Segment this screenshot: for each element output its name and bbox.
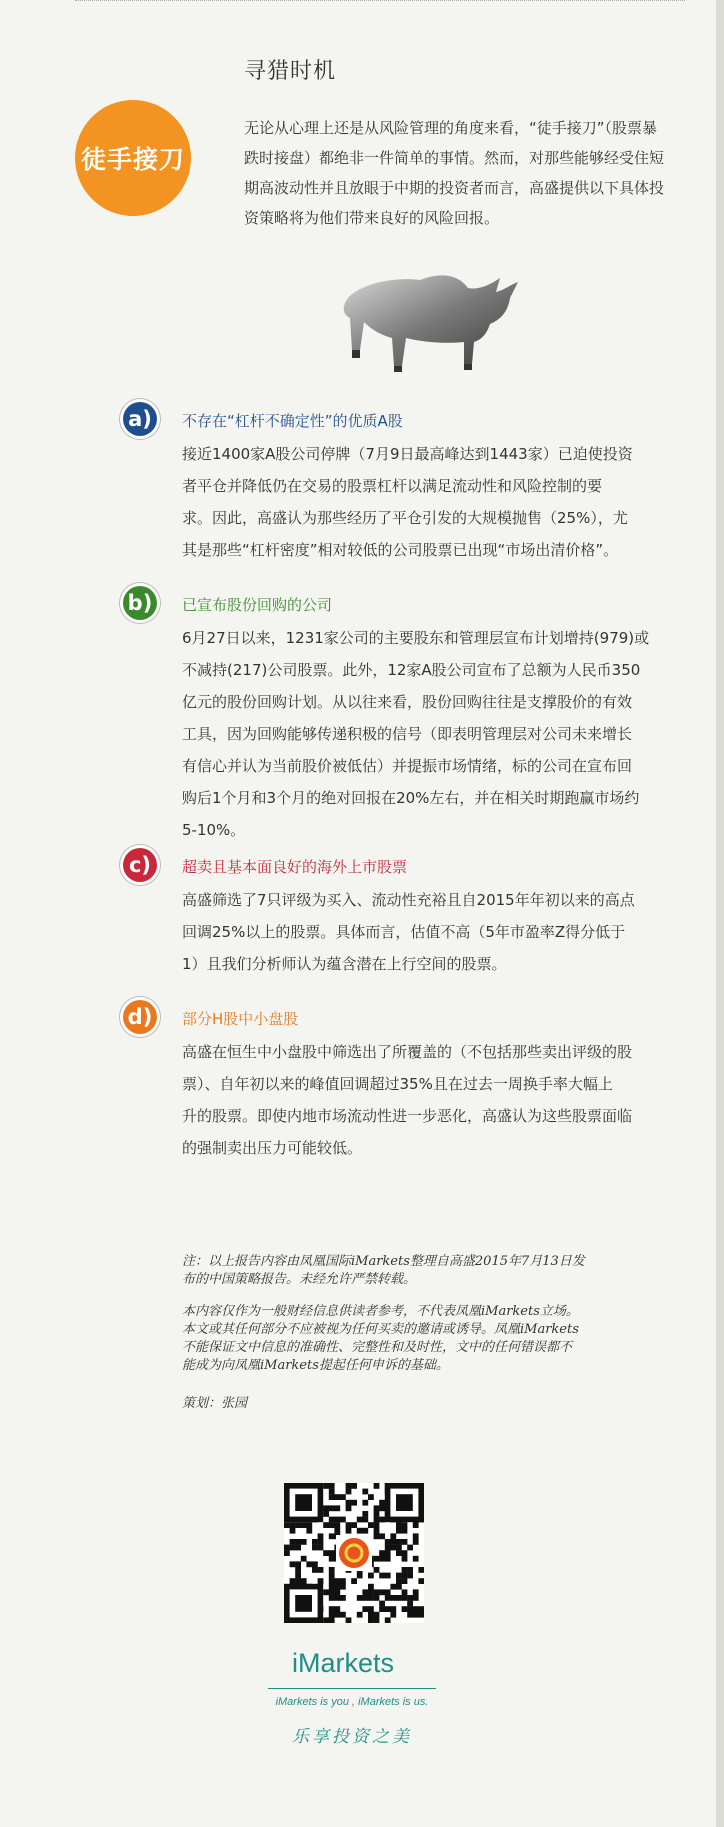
section-line: 1）且我们分析师认为蕴含潜在上行空间的股票。 — [182, 955, 507, 973]
section-line: 接近1400家A股公司停牌（7月9日最高峰达到1443家）已迫使投资 — [182, 445, 633, 463]
section-line: 有信心并认为当前股价被低估）并提振市场情绪，标的公司在宣布回 — [182, 757, 633, 775]
disclaimer-note: 本内容仅作为一般财经信息供读者参考，不代表凤凰iMarkets立场。 本文或其任何部分不应被视为任何买卖的邀请或诱导。凤凰iMarkets 不能保证文中信息的准确性、完整性和及时性，文中的任何错误都不 能成为向凤凰iMarkets提起任何申诉的基础。 — [182, 1304, 579, 1373]
qr-code-graphic — [284, 1483, 424, 1623]
section-line: 购后1个月和3个月的绝对回报在20%左右，并在相关时期跑赢市场约 — [182, 789, 640, 807]
section-body-oversold — [182, 884, 672, 980]
section-line: 高盛在恒生中小盘股中筛选出了所覆盖的（不包括那些卖出评级的股 — [182, 1043, 633, 1061]
bull-statue-image — [340, 268, 520, 376]
section-badge-hshare: d) — [123, 1000, 157, 1034]
topic-circle: 徒手接刀 — [75, 100, 191, 216]
section-badge-leverage: a) — [123, 402, 157, 436]
credit-note: 策划：张园 — [182, 1396, 248, 1411]
section-badge-oversold: c) — [123, 848, 157, 882]
section-body-leverage — [182, 438, 672, 566]
slogan: iMarkets is you , iMarkets is us. — [275, 1696, 429, 1708]
section-line: 高盛筛选了7只评级为买入、流动性充裕且自2015年年初以来的高点 — [182, 891, 635, 909]
section-title-buyback: 已宣布股份回购的公司 — [182, 596, 333, 614]
intro-paragraph: 无论从心理上还是从风险管理的角度来看，“徒手接刀”（股票暴跌时接盘）都绝非一件简单的事情。然而，对那些能够经受住短期高波动性并且放眼于中期的投资者而言，高盛提供以下具体投资策略将为他们带来良好的风险回报。 — [244, 119, 665, 227]
right-scroll-edge — [716, 0, 724, 1827]
section-line: 回调25%以上的股票。具体而言，估值不高（5年市盈率Z得分低于 — [182, 923, 626, 941]
section-line: 亿元的股份回购计划。从以往来看，股份回购往往是支撑股价的有效 — [182, 693, 633, 711]
section-line: 升的股票。即使内地市场流动性进一步恶化，高盛认为这些股票面临 — [182, 1107, 633, 1125]
section-line: 其是那些“杠杆密度”相对较低的公司股票已出现“市场出清价格”。 — [182, 541, 619, 559]
section-title-leverage: 不存在“杠杆不确定性”的优质A股 — [182, 412, 403, 430]
brand-divider — [268, 1688, 436, 1689]
qr-code[interactable] — [284, 1483, 424, 1623]
section-line: 者平仓并降低仍在交易的股票杠杆以满足流动性和风险控制的要 — [182, 477, 603, 495]
section-line: 的强制卖出压力可能较低。 — [182, 1139, 363, 1157]
section-line: 6月27日以来，1231家公司的主要股东和管理层宣布计划增持(979)或 — [182, 629, 650, 647]
section-line: 5-10%。 — [182, 821, 246, 839]
section-badge-buyback: b) — [123, 586, 157, 620]
page-title: 寻猎时机 — [244, 59, 337, 84]
section-body-hshare — [182, 1036, 672, 1164]
section-line: 工具，因为回购能够传递积极的信号（即表明管理层对公司未来增长 — [182, 725, 633, 743]
source-note: 注：以上报告内容由凤凰国际iMarkets整理自高盛2015年7月13日发 布的中国策略报告。未经允许严禁转载。 — [182, 1254, 585, 1287]
section-body-buyback — [182, 622, 672, 846]
top-divider — [75, 0, 685, 2]
section-line: 求。因此，高盛认为那些经历了平仓引发的大规模抛售（25%），尤 — [182, 509, 628, 527]
section-title-hshare: 部分H股中小盘股 — [182, 1010, 299, 1028]
section-line: 不减持(217)公司股票。此外，12家A股公司宣布了总额为人民币350 — [182, 661, 641, 679]
imarkets-logo: iMarkets — [292, 1648, 395, 1678]
section-line: 票）、自年初以来的峰值回调超过35%且在过去一周换手率大幅上 — [182, 1075, 613, 1093]
section-title-oversold: 超卖且基本面良好的海外上市股票 — [182, 858, 408, 876]
calligraphy-motto: 乐享投资之美 — [292, 1727, 412, 1747]
